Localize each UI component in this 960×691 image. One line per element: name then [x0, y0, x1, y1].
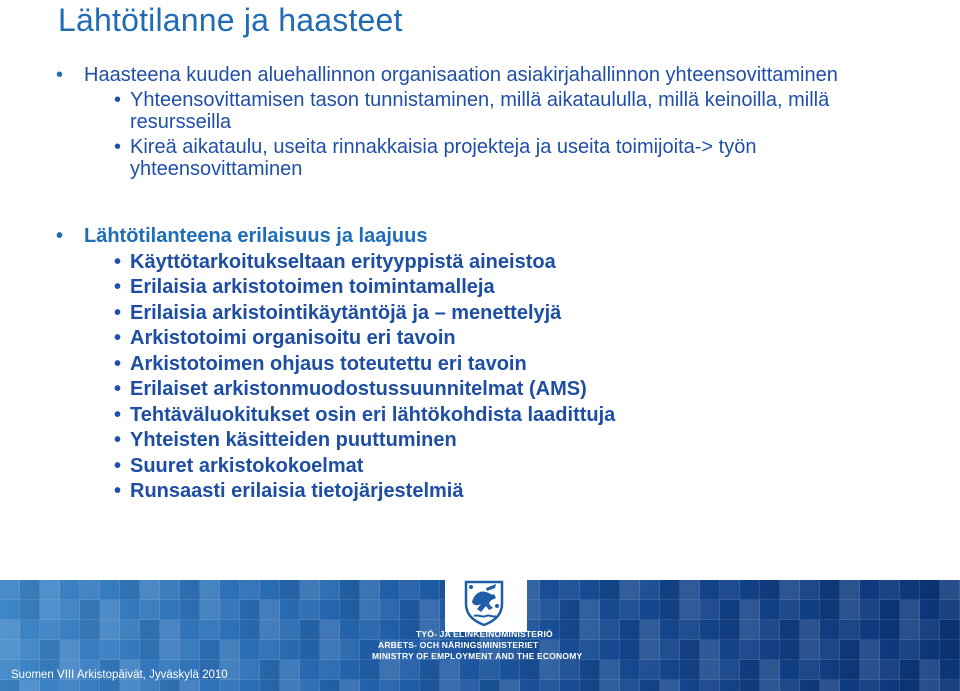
- banner-tile: [120, 680, 140, 691]
- banner-tile: [80, 620, 100, 640]
- banner-tile: [520, 660, 540, 680]
- banner-tile: [540, 600, 560, 620]
- banner-tile: [920, 680, 940, 691]
- banner-tile: [340, 680, 360, 691]
- banner-tile: [280, 580, 300, 600]
- banner-tile: [220, 580, 240, 600]
- banner-tile: [100, 600, 120, 620]
- banner-tile: [920, 600, 940, 620]
- banner-tile: [940, 660, 960, 680]
- banner-tile: [140, 620, 160, 640]
- banner-tile: [220, 680, 240, 691]
- bullet-dot-icon: •: [114, 480, 122, 502]
- banner-tile: [620, 680, 640, 691]
- bullet-text: Erilaiset arkistonmuodostussuunnitelmat (AMS): [130, 378, 587, 400]
- banner-tile: [160, 680, 180, 691]
- bullet-level2: [114, 480, 916, 502]
- banner-tile: [860, 620, 880, 640]
- banner-tile: [240, 620, 260, 640]
- banner-tile: [740, 660, 760, 680]
- bullet-text: Kireä aikataulu, useita rinnakkaisia projekteja ja useita toimijoita-> työn yhteensovittaminen: [130, 136, 757, 180]
- banner-tile: [640, 640, 660, 660]
- banner-tile: [360, 680, 380, 691]
- banner-tile: [360, 600, 380, 620]
- banner-tile: [300, 580, 320, 600]
- banner-tile: [380, 580, 400, 600]
- banner-tile: [760, 660, 780, 680]
- bullet-level2: [114, 302, 916, 324]
- banner-tile: [940, 600, 960, 620]
- banner-tile: [320, 660, 340, 680]
- banner-tile: [560, 600, 580, 620]
- banner-tile: [860, 680, 880, 691]
- banner-tile: [780, 640, 800, 660]
- banner-tile: [600, 680, 620, 691]
- banner-tile: [820, 580, 840, 600]
- banner-tile: [940, 580, 960, 600]
- banner-tile: [700, 680, 720, 691]
- banner-tile: [180, 640, 200, 660]
- banner-tile: [840, 600, 860, 620]
- banner-tile: [840, 660, 860, 680]
- banner-tile: [0, 580, 20, 600]
- bullet-dot-icon: •: [56, 64, 64, 86]
- bullet-level2: [114, 404, 916, 426]
- banner-tile: [660, 680, 680, 691]
- banner-tile: [480, 660, 500, 680]
- banner-tile: [300, 620, 320, 640]
- banner-tile: [600, 600, 620, 620]
- banner-tile: [300, 660, 320, 680]
- banner-tile: [900, 680, 920, 691]
- bullet-level2: [114, 276, 916, 298]
- banner-tile: [640, 600, 660, 620]
- bullet-text: Tehtäväluokitukset osin eri lähtökohdista laadittuja: [130, 403, 616, 426]
- banner-tile: [720, 580, 740, 600]
- bullet-text: Runsaasti erilaisia tietojärjestelmiä: [130, 480, 464, 502]
- banner-tile: [600, 580, 620, 600]
- banner-tile: [40, 640, 60, 660]
- banner-tile: [200, 640, 220, 660]
- banner-tile: [800, 680, 820, 691]
- banner-tile: [620, 580, 640, 600]
- banner-tile: [60, 640, 80, 660]
- banner-tile: [320, 620, 340, 640]
- banner-tile: [920, 640, 940, 660]
- banner-tile: [60, 620, 80, 640]
- banner-tile: [900, 620, 920, 640]
- banner-tile: [60, 600, 80, 620]
- banner-tile: [740, 680, 760, 691]
- banner-tile: [160, 620, 180, 640]
- banner-tile: [880, 600, 900, 620]
- bullet-level1: [56, 225, 916, 247]
- banner-tile: [740, 620, 760, 640]
- slide-title: Lähtötilanne ja haasteet: [58, 2, 403, 38]
- banner-tile: [740, 640, 760, 660]
- banner-tile: [700, 620, 720, 640]
- banner-tile: [300, 680, 320, 691]
- banner-tile: [800, 660, 820, 680]
- section-heading: Haasteena kuuden aluehallinnon organisaation asiakirjahallinnon yhteensovittaminen: [84, 64, 838, 86]
- banner-tile: [760, 680, 780, 691]
- banner-tile: [180, 580, 200, 600]
- banner-tile: [280, 680, 300, 691]
- finnish-lion-crest-icon: [462, 578, 506, 626]
- banner-tile: [880, 660, 900, 680]
- banner-tile: [860, 580, 880, 600]
- banner-tile: [740, 580, 760, 600]
- bullet-dot-icon: •: [114, 250, 122, 273]
- banner-tile: [340, 600, 360, 620]
- banner-tile: [400, 580, 420, 600]
- banner-tile: [220, 640, 240, 660]
- bullet-level2: [114, 89, 916, 133]
- bullet-level1: [56, 64, 916, 86]
- banner-tile: [720, 680, 740, 691]
- banner-tile: [420, 600, 440, 620]
- bullet-text: Arkistotoimen ohjaus toteutettu eri tavoin: [130, 352, 527, 375]
- section-starting-point: [56, 225, 916, 502]
- banner-tile: [380, 680, 400, 691]
- ministry-name: [372, 629, 632, 662]
- banner-tile: [420, 660, 440, 680]
- banner-tile: [380, 600, 400, 620]
- banner-tile: [300, 600, 320, 620]
- banner-tile: [680, 600, 700, 620]
- ministry-line-en: MINISTRY OF EMPLOYMENT AND THE ECONOMY: [372, 651, 583, 661]
- banner-tile: [880, 620, 900, 640]
- banner-tile: [880, 580, 900, 600]
- section-heading: Lähtötilanteena erilaisuus ja laajuus: [84, 225, 428, 247]
- banner-tile: [120, 620, 140, 640]
- banner-tile: [140, 600, 160, 620]
- banner-tile: [80, 680, 100, 691]
- banner-tile: [780, 580, 800, 600]
- banner-tile: [460, 680, 480, 691]
- banner-tile: [820, 640, 840, 660]
- bullet-level2: [114, 327, 916, 349]
- footer-event-text: Suomen VIII Arkistopäivät, Jyväskylä 2010: [11, 669, 228, 681]
- banner-tile: [640, 620, 660, 640]
- banner-tile: [160, 640, 180, 660]
- banner-tile: [20, 600, 40, 620]
- banner-tile: [580, 660, 600, 680]
- banner-tile: [360, 580, 380, 600]
- banner-tile: [0, 620, 20, 640]
- banner-tile: [160, 600, 180, 620]
- banner-tile: [240, 580, 260, 600]
- bullet-text: Yhteisten käsitteiden puuttuminen: [130, 429, 457, 451]
- banner-tile: [60, 680, 80, 691]
- banner-tile: [700, 580, 720, 600]
- banner-tile: [340, 660, 360, 680]
- banner-tile: [660, 620, 680, 640]
- banner-tile: [40, 680, 60, 691]
- bullet-dot-icon: •: [114, 276, 122, 298]
- banner-tile: [40, 620, 60, 640]
- banner-tile: [540, 680, 560, 691]
- banner-tile: [100, 580, 120, 600]
- bullet-level2: [114, 353, 916, 375]
- banner-tile: [900, 640, 920, 660]
- section-challenges: [56, 64, 916, 180]
- bullet-dot-icon: •: [114, 352, 122, 375]
- banner-tile: [660, 640, 680, 660]
- banner-tile: [780, 600, 800, 620]
- banner-tile: [120, 640, 140, 660]
- banner-tile: [560, 660, 580, 680]
- banner-tile: [40, 600, 60, 620]
- banner-tile: [540, 660, 560, 680]
- bullet-level2: [114, 378, 916, 400]
- banner-tile: [400, 680, 420, 691]
- banner-tile: [680, 620, 700, 640]
- banner-tile: [260, 680, 280, 691]
- banner-tile: [580, 600, 600, 620]
- banner-tile: [940, 620, 960, 640]
- banner-tile: [820, 680, 840, 691]
- bullet-level2: [114, 455, 916, 477]
- banner-tile: [320, 680, 340, 691]
- banner-tile: [280, 660, 300, 680]
- banner-tile: [500, 660, 520, 680]
- banner-tile: [920, 580, 940, 600]
- banner-tile: [120, 580, 140, 600]
- banner-tile: [680, 660, 700, 680]
- banner-tile: [700, 600, 720, 620]
- banner-tile: [120, 600, 140, 620]
- banner-tile: [900, 660, 920, 680]
- bullet-text: Erilaisia arkistointikäytäntöjä ja – menettelyjä: [130, 301, 562, 324]
- banner-tile: [720, 600, 740, 620]
- banner-tile: [560, 680, 580, 691]
- banner-tile: [280, 640, 300, 660]
- bullet-level2: [114, 136, 916, 180]
- banner-tile: [180, 680, 200, 691]
- slide-content: [56, 64, 916, 547]
- banner-tile: [840, 580, 860, 600]
- bullet-dot-icon: •: [56, 225, 64, 247]
- banner-tile: [260, 620, 280, 640]
- banner-tile: [880, 640, 900, 660]
- banner-tile: [400, 660, 420, 680]
- banner-tile: [460, 660, 480, 680]
- banner-tile: [800, 580, 820, 600]
- banner-tile: [80, 640, 100, 660]
- bullet-dot-icon: •: [114, 403, 122, 426]
- bullet-dot-icon: •: [114, 89, 122, 111]
- banner-tile: [800, 640, 820, 660]
- banner-tile: [860, 640, 880, 660]
- banner-tile: [440, 660, 460, 680]
- banner-tile: [820, 600, 840, 620]
- banner-tile: [340, 580, 360, 600]
- banner-tile: [760, 600, 780, 620]
- banner-tile: [180, 620, 200, 640]
- bullet-dot-icon: •: [114, 429, 122, 451]
- banner-tile: [760, 620, 780, 640]
- banner-tile: [640, 580, 660, 600]
- bullet-text: Yhteensovittamisen tason tunnistaminen, millä aikataululla, millä keinoilla, millä resursseilla: [130, 89, 830, 133]
- banner-tile: [0, 600, 20, 620]
- banner-tile: [140, 580, 160, 600]
- banner-tile: [0, 680, 20, 691]
- banner-tile: [240, 680, 260, 691]
- banner-tile: [920, 660, 940, 680]
- banner-tile: [940, 680, 960, 691]
- bullet-text: Käyttötarkoitukseltaan erityyppistä aineistoa: [130, 250, 556, 273]
- banner-tile: [700, 640, 720, 660]
- ministry-line-fi: TYÖ- JA ELINKEINOMINISTERIÖ: [416, 629, 553, 639]
- banner-tile: [900, 580, 920, 600]
- banner-tile: [740, 600, 760, 620]
- banner-tile: [320, 580, 340, 600]
- banner-tile: [140, 640, 160, 660]
- banner-tile: [520, 680, 540, 691]
- banner-tile: [140, 680, 160, 691]
- banner-tile: [200, 600, 220, 620]
- banner-tile: [660, 580, 680, 600]
- banner-tile: [260, 580, 280, 600]
- banner-tile: [300, 640, 320, 660]
- banner-tile: [900, 600, 920, 620]
- banner-tile: [20, 640, 40, 660]
- banner-tile: [540, 580, 560, 600]
- banner-tile: [620, 600, 640, 620]
- bullet-dot-icon: •: [114, 378, 122, 400]
- banner-tile: [100, 680, 120, 691]
- banner-tile: [220, 620, 240, 640]
- bullet-dot-icon: •: [114, 301, 122, 324]
- banner-tile: [400, 600, 420, 620]
- banner-tile: [600, 660, 620, 680]
- banner-tile: [660, 600, 680, 620]
- banner-tile: [720, 640, 740, 660]
- banner-tile: [780, 660, 800, 680]
- banner-tile: [580, 680, 600, 691]
- bullet-text: Arkistotoimi organisoitu eri tavoin: [130, 327, 456, 349]
- banner-tile: [660, 660, 680, 680]
- banner-tile: [720, 620, 740, 640]
- banner-tile: [920, 620, 940, 640]
- banner-tile: [480, 680, 500, 691]
- banner-tile: [20, 580, 40, 600]
- banner-tile: [780, 620, 800, 640]
- banner-tile: [340, 620, 360, 640]
- banner-tile: [60, 580, 80, 600]
- banner-tile: [240, 660, 260, 680]
- banner-tile: [360, 660, 380, 680]
- banner-tile: [80, 580, 100, 600]
- banner-tile: [560, 580, 580, 600]
- banner-tile: [380, 660, 400, 680]
- banner-tile: [840, 640, 860, 660]
- bullet-text: Suuret arkistokokoelmat: [130, 454, 364, 477]
- banner-tile: [260, 660, 280, 680]
- banner-tile: [420, 680, 440, 691]
- ministry-line-sv: ARBETS- OCH NÄRINGSMINISTERIET: [378, 640, 539, 650]
- banner-tile: [220, 600, 240, 620]
- banner-tile: [420, 580, 440, 600]
- banner-tile: [100, 620, 120, 640]
- banner-tile: [680, 640, 700, 660]
- banner-tile: [840, 680, 860, 691]
- banner-tile: [780, 680, 800, 691]
- bullet-dot-icon: •: [114, 327, 122, 349]
- banner-tile: [20, 680, 40, 691]
- bullet-dot-icon: •: [114, 454, 122, 477]
- banner-tile: [680, 680, 700, 691]
- banner-tile: [200, 680, 220, 691]
- banner-tile: [80, 600, 100, 620]
- banner-tile: [820, 660, 840, 680]
- banner-tile: [640, 680, 660, 691]
- banner-tile: [200, 620, 220, 640]
- banner-tile: [100, 640, 120, 660]
- banner-tile: [260, 600, 280, 620]
- banner-tile: [240, 600, 260, 620]
- banner-tile: [0, 640, 20, 660]
- banner-tile: [860, 600, 880, 620]
- bullet-text: Erilaisia arkistotoimen toimintamalleja: [130, 276, 495, 298]
- banner-tile: [840, 620, 860, 640]
- banner-tile: [800, 620, 820, 640]
- banner-tile: [720, 660, 740, 680]
- banner-tile: [340, 640, 360, 660]
- banner-tile: [280, 620, 300, 640]
- banner-tile: [440, 680, 460, 691]
- banner-tile: [620, 660, 640, 680]
- banner-tile: [680, 580, 700, 600]
- banner-tile: [260, 640, 280, 660]
- banner-tile: [280, 600, 300, 620]
- banner-tile: [760, 640, 780, 660]
- banner-tile: [800, 600, 820, 620]
- banner-tile: [180, 600, 200, 620]
- banner-tile: [880, 680, 900, 691]
- bullet-level2: [114, 429, 916, 451]
- banner-tile: [200, 580, 220, 600]
- banner-tile: [640, 660, 660, 680]
- banner-tile: [760, 580, 780, 600]
- banner-tile: [580, 580, 600, 600]
- banner-tile: [940, 640, 960, 660]
- banner-tile: [320, 600, 340, 620]
- banner-tile: [860, 660, 880, 680]
- banner-tile: [160, 580, 180, 600]
- banner-tile: [20, 620, 40, 640]
- banner-tile: [40, 580, 60, 600]
- banner-tile: [320, 640, 340, 660]
- banner-tile: [700, 660, 720, 680]
- bullet-dot-icon: •: [114, 136, 122, 158]
- bullet-level2: [114, 251, 916, 273]
- banner-tile: [500, 680, 520, 691]
- banner-tile: [240, 640, 260, 660]
- banner-tile: [820, 620, 840, 640]
